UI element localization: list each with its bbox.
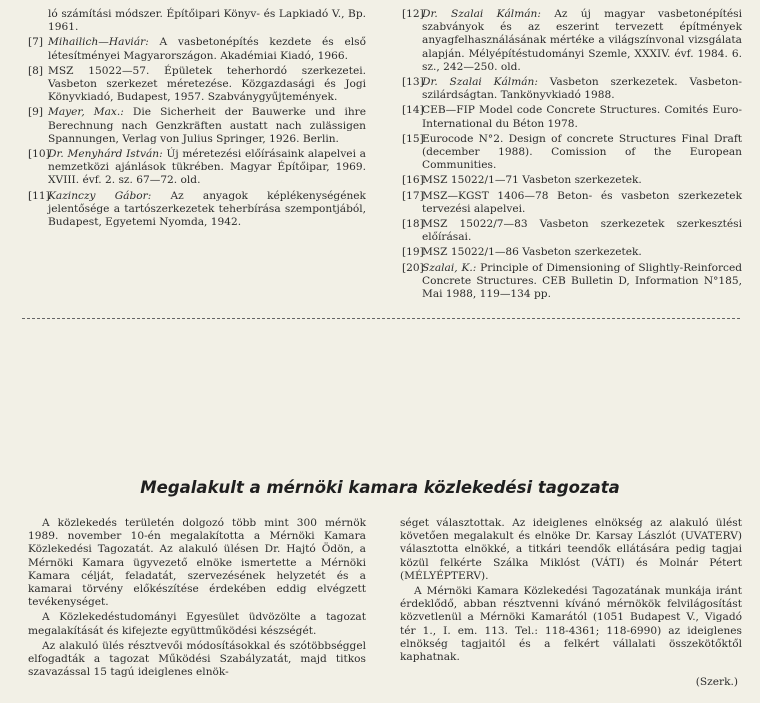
reference-text: Kazinczy Gábor: Az anyagok képlékenységének jelentősége a tartószerkezetek teherbírása szempontjából, Budapest, Egyetemi Nyomda, 1942. (48, 189, 366, 229)
article-paragraph: A Mérnöki Kamara Közlekedési Tagozatának munkája iránt érdeklődő, abban résztvenni kívánó mérnökök felvilágosítást közvetlenül a Mérnöki Kamarától (1051 Budapest V., Vigadó tér 1., I. em. 113. Tel.: 118-4361; 118-6990) az ideiglenes elnökség tagjaitól és a felkért vállalati összekötőktől kaphatnak. (400, 585, 742, 664)
reference-item (402, 8, 742, 74)
reference-number: [14] (402, 104, 424, 117)
references-left-column (28, 8, 366, 231)
reference-text: Dr. Szalai Kálmán: Az új magyar vasbetonépítési szabványok és az eszerint tervezett építmények anyagfelhasználásának mértéke a világszínvonal vizsgálata alapján. Mélyépítéstudományi Szemle, XXXIV. évf. 1984. 6. sz., 242—250. old. (422, 8, 742, 73)
reference-text: ló számítási módszer. Építőipari Könyv- és Lapkiadó V., Bp. 1961. (48, 8, 366, 34)
reference-text: Eurocode N°2. Design of concrete Structures Final Draft (december 1988). Comission of the European Communities. (422, 132, 742, 172)
reference-item (28, 106, 366, 146)
reference-item (402, 218, 742, 244)
reference-item (28, 148, 366, 188)
reference-text: MSZ—KGST 1406—78 Beton- és vasbeton szerkezetek tervezési alapelvei. (422, 189, 742, 215)
reference-number (28, 8, 48, 34)
reference-text: MSZ 15022/1—71 Vasbeton szerkezetek. (422, 174, 642, 187)
reference-item (402, 174, 742, 187)
article-paragraph: séget választottak. Az ideiglenes elnökség az alakuló ülést követően megalakult és elnöke Dr. Karsay Lászlót (UVATERV) választotta elnökké, a titkári teendők ellátására pedig tagjai közül felkérte Szálka Miklóst (VÁTI) és Molnár Pétert (MÉLYÉPTERV). (400, 517, 742, 582)
reference-text: MSZ 15022/1—86 Vasbeton szerkezetek. (422, 246, 642, 259)
article-paragraph: A Közlekedéstudományi Egyesület üdvözölte a tagozat megalakítását és kifejezte együttműködési készségét. (28, 611, 366, 637)
editor-signature: (Szerk.) (695, 676, 738, 688)
reference-item (402, 76, 742, 102)
reference-number: [11] (28, 189, 50, 202)
reference-text: MSZ 15022—57. Épületek teherhordó szerkezetei. Vasbeton szerkezet méretezése. Közgazdasági és Jogi Könyvkiadó, Budapest, 1957. Szabványgyűjtemények. (48, 64, 366, 104)
reference-text: CEB—FIP Model code Concrete Structures. Comités Euro-International du Béton 1978. (422, 104, 742, 130)
reference-number: [19] (402, 246, 424, 259)
reference-number: [10] (28, 148, 50, 161)
reference-number: [9] (28, 106, 44, 119)
reference-item (402, 246, 742, 259)
section-divider (22, 318, 740, 319)
article-left-column (28, 517, 366, 681)
reference-number: [13] (402, 76, 424, 89)
reference-number: [15] (402, 132, 424, 145)
reference-item (402, 262, 742, 302)
article-paragraph: Az alakuló ülés résztvevői módosításokkal és szótöbbséggel elfogadták a tagozat Működési Szabályzatát, majd titkos szavazással 15 tagú ideiglenes elnök- (28, 639, 366, 679)
reference-number: [18] (402, 218, 424, 231)
reference-item (402, 133, 742, 173)
reference-item (402, 104, 742, 130)
reference-number: [20] (402, 261, 424, 274)
reference-text: Dr. Szalai Kálmán: Vasbeton szerkezetek. Vasbeton-szilárdságtan. Tankönyvkiadó 1988. (422, 76, 742, 102)
reference-number: [16] (402, 174, 424, 187)
article-right-column (400, 517, 742, 666)
reference-text: Mayer, Max.: Die Sicherheit der Bauwerke und ihre Berechnung nach Genzkräften austatt nach zulässigen Spannungen, Verlag von Julius Springer, 1926. Berlin. (48, 106, 366, 145)
reference-item (28, 65, 366, 105)
reference-number: [12] (402, 8, 424, 20)
reference-item (28, 190, 366, 230)
reference-text: Szalai, K.: Principle of Dimensioning of Slightly-Reinforced Concrete Structures. CEB Bulletin D, Information N°185, Mai 1988, 119—134 pp. (422, 261, 742, 301)
article-title: Megalakult a mérnöki kamara közlekedési tagozata (140, 478, 620, 497)
reference-number: [17] (402, 189, 424, 202)
reference-number: [8] (28, 64, 44, 77)
reference-item (28, 8, 366, 34)
reference-text: Dr. Menyhárd István: Új méretezési előírásaink alapelvei a nemzetközi ajánlások tükrében. Magyar Építőipar, 1969. XVIII. évf. 2. sz. 67—72. old. (48, 148, 367, 187)
reference-text: MSZ 15022/7—83 Vasbeton szerkezetek szerkesztési előírásai. (422, 218, 742, 244)
reference-number: [7] (28, 36, 44, 49)
article-paragraph: A közlekedés területén dolgozó több mint 300 mérnök 1989. november 10-én megalakította a Mérnöki Kamara Közlekedési Tagozatát. Az alakuló ülésen Dr. Hajtó Ödön, a Mérnöki Kamara ügyvezető elnöke ismertette a Mérnöki Kamara célját, feladatát, szervezésének helyzetét és a kamarai törvény előkészítése érdekében eddig elvégzett tevékenységet. (28, 517, 366, 609)
reference-text: Mihailich—Haviár: A vasbetonépítés kezdete és első létesítményei Magyarországon. Akadémiai Kiadó, 1966. (48, 36, 366, 62)
reference-item (402, 190, 742, 216)
references-right-column (402, 8, 742, 303)
reference-item (28, 36, 366, 62)
